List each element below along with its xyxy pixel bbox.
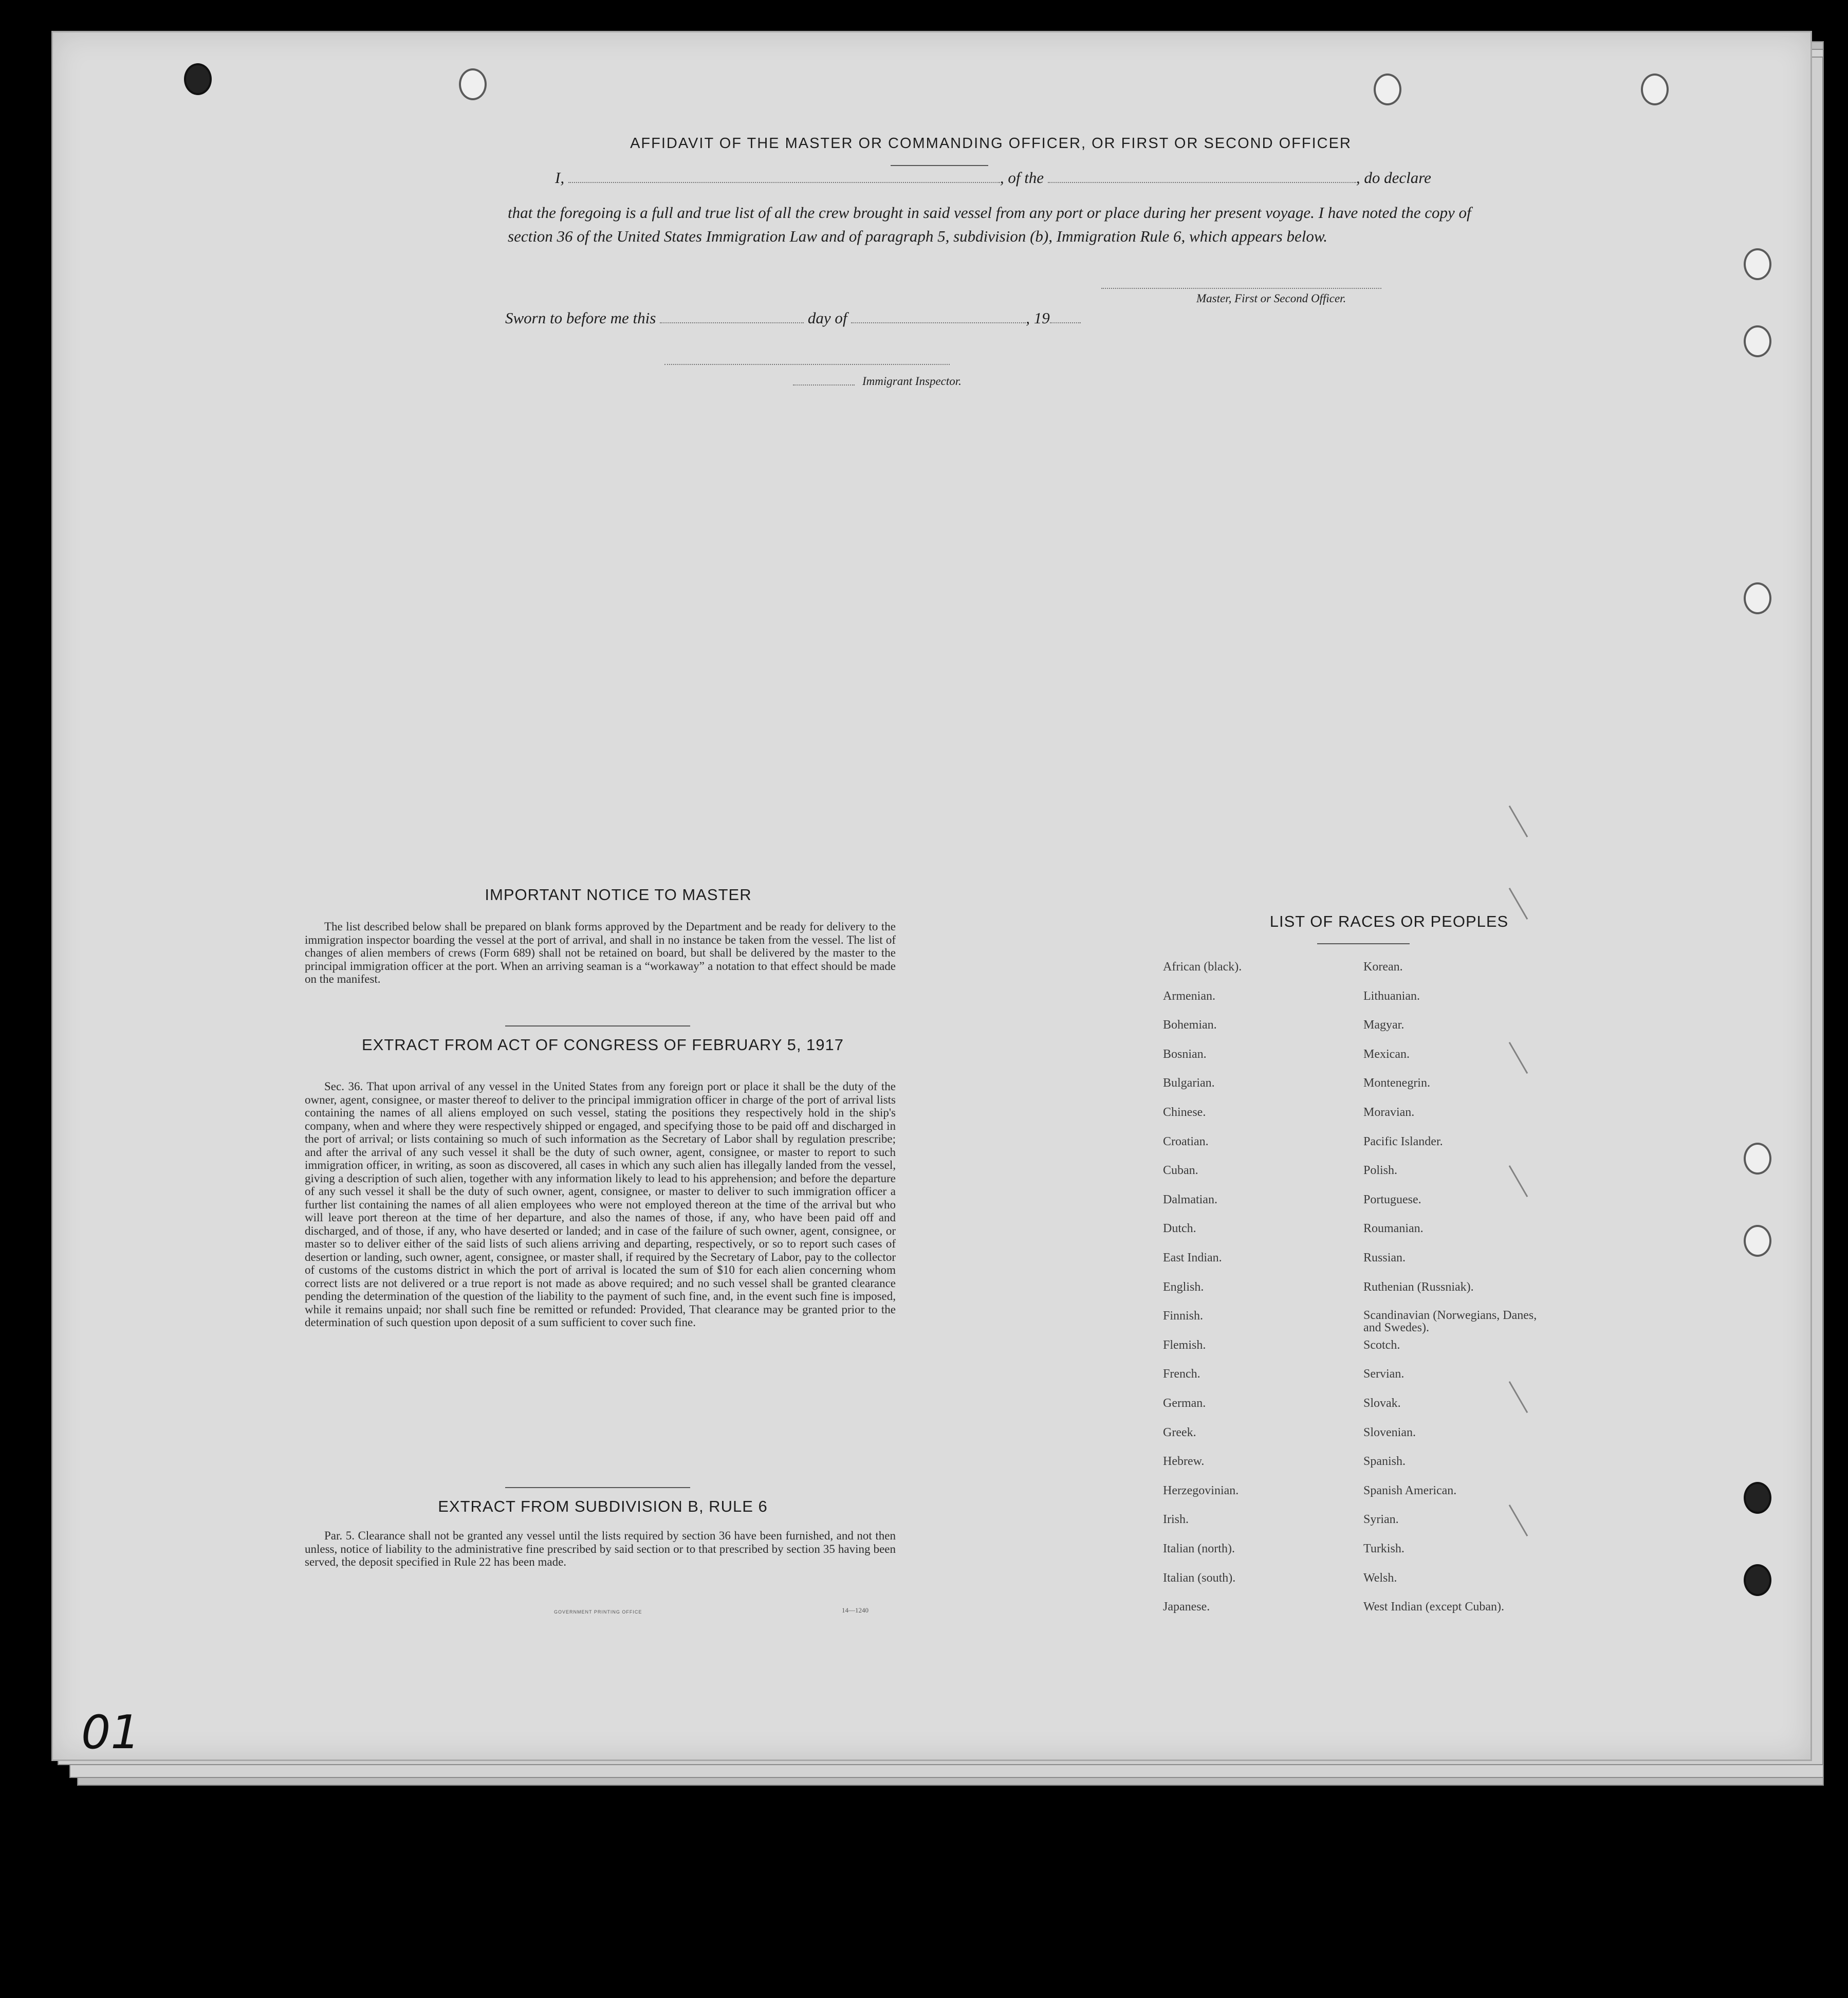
bleed-through-mark: [1509, 805, 1528, 837]
race-entry: Montenegrin.: [1363, 1076, 1430, 1090]
race-entry: Roumanian.: [1363, 1222, 1424, 1236]
race-entry: Scandinavian (Norwegians, Danes, and Swedes).: [1363, 1309, 1537, 1335]
race-entry: Turkish.: [1363, 1542, 1405, 1555]
inspector-signature-field-lower[interactable]: [793, 384, 855, 386]
act-extract-title: EXTRACT FROM ACT OF CONGRESS OF FEBRUARY 5, 1917: [361, 1036, 844, 1054]
vessel-name-field[interactable]: [1048, 182, 1356, 183]
bleed-through-mark: [1509, 1381, 1528, 1413]
race-entry: German.: [1163, 1397, 1206, 1410]
notice-body: [305, 920, 896, 986]
race-entry: Magyar.: [1363, 1018, 1405, 1032]
section-rule: [505, 1487, 690, 1488]
race-entry: Italian (south).: [1163, 1571, 1236, 1585]
binder-hole: [1744, 325, 1771, 357]
affidavit-declaration-line: [508, 169, 1479, 187]
sworn-day-of: day of: [807, 309, 847, 327]
printer-imprint: GOVERNMENT PRINTING OFFICE: [554, 1609, 642, 1615]
binder-hole: [459, 68, 487, 100]
document-sheet: [51, 31, 1812, 1761]
of-the-label: , of the: [1000, 169, 1044, 187]
race-entry: African (black).: [1163, 960, 1242, 974]
race-entry: Russian.: [1363, 1251, 1406, 1264]
race-entry: Flemish.: [1163, 1338, 1206, 1352]
affidavit-body: that the foregoing is a full and true list of all the crew brought in said vessel from any port or place during her present voyage. I have noted the copy of section 36 of the United States Immigration Law and of paragraph 5, subdivision (b), Immigration Rule 6, which appears below.: [508, 204, 1471, 245]
race-entry: Slovenian.: [1363, 1425, 1416, 1439]
races-rule: [1317, 943, 1410, 944]
binder-hole: [1641, 74, 1669, 105]
sworn-prefix: Sworn to before me this: [505, 309, 656, 327]
race-entry: Scotch.: [1363, 1338, 1400, 1352]
race-entry: French.: [1163, 1367, 1200, 1381]
race-entry: Moravian.: [1363, 1106, 1415, 1119]
declarant-prefix: I,: [555, 169, 565, 187]
bleed-through-mark: [1509, 1165, 1528, 1197]
binder-hole: [1744, 582, 1771, 614]
binder-hole: [184, 63, 212, 95]
race-entry: English.: [1163, 1280, 1204, 1294]
rule-extract-body: [305, 1529, 896, 1569]
bleed-through-mark: [1509, 1042, 1528, 1074]
race-entry: Spanish American.: [1363, 1483, 1457, 1497]
race-entry: Ruthenian (Russniak).: [1363, 1280, 1474, 1294]
race-entry: Bohemian.: [1163, 1018, 1217, 1032]
race-entry: Hebrew.: [1163, 1455, 1205, 1469]
race-entry: Dutch.: [1163, 1222, 1196, 1236]
race-entry: Syrian.: [1363, 1513, 1399, 1527]
rule-extract-title: EXTRACT FROM SUBDIVISION B, RULE 6: [438, 1497, 768, 1515]
race-entry: Finnish.: [1163, 1309, 1204, 1323]
master-signature-label: Master, First or Second Officer.: [1196, 292, 1346, 305]
handwritten-corner-mark: 01: [81, 1706, 140, 1759]
notice-paragraph: The list described below shall be prepared on blank forms approved by the Department and be ready for delivery to the immigration inspector boarding the vessel at the port of arrival, and shall in no instance be taken from the vessel. The list of changes of alien members of crews (Form 689) shall not be retained on board, but shall be delivered by the master to the principal immigration officer at the port. When an arriving seaman is a “workaway” a notation to that effect should be made on the manifest.: [305, 920, 896, 985]
declarant-name-field[interactable]: [568, 182, 1000, 183]
affidavit-title: AFFIDAVIT OF THE MASTER OR COMMANDING OFFICER, OR FIRST OR SECOND OFFICER: [630, 135, 1352, 152]
sworn-year-field[interactable]: [1050, 322, 1081, 323]
race-entry: Cuban.: [1163, 1164, 1198, 1178]
binder-hole: [1744, 1482, 1771, 1514]
sworn-year-label: , 19: [1026, 309, 1050, 327]
race-entry: Welsh.: [1363, 1571, 1397, 1585]
race-entry: Greek.: [1163, 1425, 1196, 1439]
form-number: 14—1240: [842, 1606, 868, 1614]
binder-hole: [1744, 1564, 1771, 1596]
races-title: LIST OF RACES OR PEOPLES: [1269, 912, 1509, 930]
race-entry: Croatian.: [1163, 1134, 1209, 1148]
race-entry: Mexican.: [1363, 1047, 1410, 1061]
race-entry: Chinese.: [1163, 1106, 1206, 1119]
race-entry: Portuguese.: [1363, 1193, 1421, 1206]
section-rule: [505, 1025, 690, 1027]
race-entry: Dalmatian.: [1163, 1193, 1217, 1206]
binder-hole: [1744, 1225, 1771, 1257]
bleed-through-mark: [1509, 1505, 1528, 1536]
race-entry: Irish.: [1163, 1513, 1189, 1527]
race-entry: Bosnian.: [1163, 1047, 1207, 1061]
race-entry: Bulgarian.: [1163, 1076, 1215, 1090]
race-entry: Lithuanian.: [1363, 989, 1420, 1003]
race-entry: Pacific Islander.: [1363, 1134, 1443, 1148]
race-entry: Armenian.: [1163, 989, 1215, 1003]
sworn-line: [505, 309, 1081, 327]
race-entry: Polish.: [1363, 1164, 1398, 1178]
binder-hole: [1374, 74, 1401, 105]
sworn-month-field[interactable]: [851, 322, 1026, 323]
race-entry: West Indian (except Cuban).: [1363, 1600, 1504, 1614]
sworn-day-field[interactable]: [660, 322, 804, 323]
rule-extract-paragraph: Par. 5. Clearance shall not be granted any vessel until the lists required by section 36 have been furnished, and not then unless, notice of liability to the administrative fine prescribed by said section or to that prescribed by section 35 having been served, the deposit specified in Rule 22 has been made.: [305, 1529, 896, 1568]
race-entry: East Indian.: [1163, 1251, 1222, 1264]
race-entry: Italian (north).: [1163, 1542, 1235, 1555]
race-entry: Servian.: [1363, 1367, 1405, 1381]
race-entry: Herzegovinian.: [1163, 1483, 1239, 1497]
binder-hole: [1744, 1143, 1771, 1175]
race-entry: Spanish.: [1363, 1455, 1406, 1469]
race-entry: Korean.: [1363, 960, 1403, 974]
master-signature-field[interactable]: [1101, 288, 1381, 289]
title-rule: [891, 165, 988, 166]
binder-hole: [1744, 248, 1771, 280]
inspector-signature-field[interactable]: [664, 364, 950, 365]
race-entry: Japanese.: [1163, 1600, 1210, 1614]
declare-label: , do declare: [1356, 169, 1431, 187]
race-entry: Slovak.: [1363, 1397, 1401, 1410]
act-extract-body: [305, 1080, 896, 1329]
notice-title: IMPORTANT NOTICE TO MASTER: [485, 886, 752, 904]
act-extract-paragraph: Sec. 36. That upon arrival of any vessel in the United States from any foreign port or place it shall be the duty of the owner, agent, consignee, or master thereof to deliver to the principal immigration officer in charge of the port of arrival lists containing the names of all aliens employed on such vessel, stating the positions they respectively hold in the ship's company, when and where they were respectively shipped or engaged, and specifying those to be paid off and discharged in the port of arrival; or lists containing so much of such information as the Secretary of Labor shall by regulation prescribe; and after the arrival of any such vessel it shall be the duty of such owner, agent, consignee, or master to report to such immigration officer, in writing, as soon as discovered, all cases in which any such alien has illegally landed from the vessel, giving a description of such alien, together with any information likely to lead to his apprehension; and before the departure of any such vessel it shall be the duty of such owner, agent, consignee, or master to deliver to such immigration officer a further list containing the names of all alien employees who were not employed thereon at the time of the arrival but who will leave port thereon at the time of her departure, and also the names of those, if any, who have been paid off and discharged, and of those, if any, who have deserted or landed; and in case of the failure of such owner, agent, consignee, or master so to deliver either of the said lists of such aliens arriving and departing, respectively, or so to report such cases of desertion or landing, such owner, agent, consignee, or master shall, if required by the Secretary of Labor, pay to the collector of customs of the customs district in which the port of arrival is located the sum of $10 for each alien concerning whom correct lists are not delivered or a true report is not made as above required; and no such vessel shall be granted clearance pending the determination of the question of the liability to the payment of such fine, and, in the event such fine is imposed, while it remains unpaid; nor shall such fine be remitted or refunded: Provided, That clearance may be granted prior to the determination of such question upon deposit of a sum sufficient to cover such fine.: [305, 1080, 896, 1329]
inspector-label: Immigrant Inspector.: [862, 375, 962, 388]
